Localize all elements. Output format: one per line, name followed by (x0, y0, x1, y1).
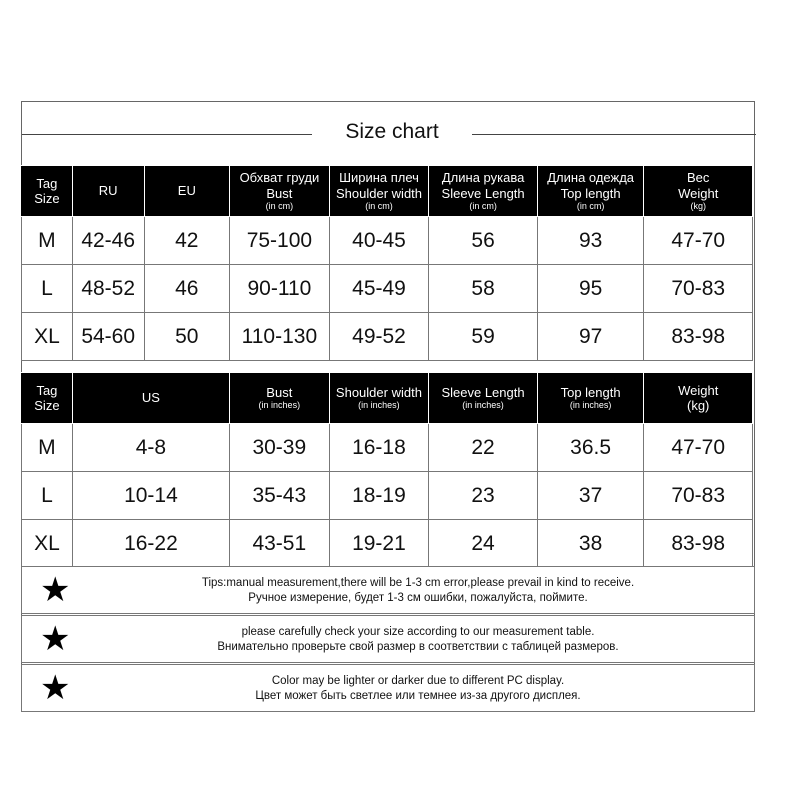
table-cell: 30-39 (230, 424, 330, 472)
header-row (22, 166, 753, 217)
column-header (144, 166, 230, 217)
table-cell: 48-52 (72, 265, 144, 313)
tip-line-en: please carefully check your size according to our measurement table. (241, 626, 595, 638)
table-cell: 37 (537, 472, 644, 520)
table-cell: 50 (144, 313, 230, 361)
table-cell: 83-98 (644, 520, 753, 568)
tip-row (21, 615, 755, 663)
table-row (22, 217, 753, 265)
tip-row (21, 566, 755, 614)
column-header (72, 373, 229, 424)
tip-line-ru: Внимательно проверьте свой размер в соответствии с таблицей размеров. (217, 641, 619, 653)
header-label: Вес (687, 170, 710, 186)
header-label: Weight (678, 185, 719, 201)
table-row (22, 424, 753, 472)
header-label: Bust (266, 385, 293, 401)
table-cell: 43-51 (230, 520, 330, 568)
table-cell: 4-8 (72, 424, 229, 472)
table-cell: 42 (144, 217, 230, 265)
table-cell: 49-52 (329, 313, 429, 361)
table-cell: 16-22 (72, 520, 229, 568)
size-table-ru-eu (21, 165, 753, 361)
table-cell: 23 (429, 472, 538, 520)
size-tag-cell: M (22, 217, 73, 265)
tip-line-en: Color may be lighter or darker due to different PC display. (271, 675, 565, 687)
header-label: Sleeve Length (441, 185, 525, 201)
column-header (329, 166, 429, 217)
header-label: Обхват груди (239, 170, 320, 186)
table-cell: 97 (537, 313, 644, 361)
header-label: Tag (36, 382, 58, 398)
title-rule-right (472, 134, 756, 135)
header-label: Tag (36, 175, 58, 191)
table-cell: 59 (429, 313, 538, 361)
table-cell: 42-46 (72, 217, 144, 265)
table-cell: 36.5 (537, 424, 644, 472)
tip-text (82, 625, 754, 655)
tip-text (82, 674, 754, 704)
column-header (644, 373, 753, 424)
table-cell: 110-130 (230, 313, 330, 361)
table-cell: 40-45 (329, 217, 429, 265)
column-header (537, 166, 644, 217)
size-tag-cell: L (22, 472, 73, 520)
column-header (230, 373, 330, 424)
size-tag-cell: L (22, 265, 73, 313)
header-unit: (in inches) (358, 400, 400, 411)
header-label: RU (98, 183, 118, 199)
star-icon: ★ (40, 571, 71, 609)
table-cell: 70-83 (644, 472, 753, 520)
table-cell: 35-43 (230, 472, 330, 520)
header-label: EU (177, 183, 196, 199)
header-label: Sleeve Length (441, 385, 525, 401)
table-cell: 54-60 (72, 313, 144, 361)
table-row (22, 313, 753, 361)
header-label: Ширина плеч (339, 170, 419, 186)
header-label: Size (34, 398, 60, 413)
size-tag-cell: M (22, 424, 73, 472)
column-header (329, 373, 429, 424)
tip-line-ru: Ручное измерение, будет 1-3 см ошибки, пожалуйста, поймите. (248, 592, 588, 604)
column-header (429, 166, 538, 217)
column-header (22, 373, 73, 424)
table-cell: 47-70 (644, 217, 753, 265)
size-tag-cell: XL (22, 520, 73, 568)
star-icon: ★ (40, 669, 71, 707)
tip-text (82, 576, 754, 606)
size-table-us (21, 372, 753, 568)
header-label: Длина рукава (441, 170, 525, 186)
table-cell: 38 (537, 520, 644, 568)
header-unit: (in inches) (258, 400, 301, 411)
header-label: Shoulder width (335, 385, 422, 401)
size-chart-frame (21, 101, 755, 711)
header-label: Длина одежда (547, 170, 635, 186)
tip-line-ru: Цвет может быть светлее или темнее из-за другого дисплея. (255, 690, 581, 702)
table-cell: 93 (537, 217, 644, 265)
table-cell: 70-83 (644, 265, 753, 313)
header-label: Size (34, 191, 60, 206)
table-cell: 58 (429, 265, 538, 313)
tip-row (21, 664, 755, 712)
header-label: Top length (560, 185, 621, 201)
table-cell: 90-110 (230, 265, 330, 313)
header-unit: (in cm) (576, 201, 605, 212)
table-cell: 45-49 (329, 265, 429, 313)
header-unit: (kg) (687, 398, 710, 413)
header-label: US (141, 390, 160, 406)
table-cell: 83-98 (644, 313, 753, 361)
table-cell: 24 (429, 520, 538, 568)
tip-line-en: Tips:manual measurement,there will be 1-3 cm error,please prevail in kind to receive. (201, 577, 635, 589)
table-cell: 56 (429, 217, 538, 265)
column-header (644, 166, 753, 217)
title-row (22, 102, 754, 166)
header-unit: (kg) (690, 201, 706, 212)
table-cell: 75-100 (230, 217, 330, 265)
table-cell: 47-70 (644, 424, 753, 472)
header-row (22, 373, 753, 424)
column-header (72, 166, 144, 217)
header-label: Shoulder width (336, 185, 423, 201)
table-cell: 19-21 (329, 520, 429, 568)
header-label: Weight (678, 382, 719, 398)
column-header (537, 373, 644, 424)
header-unit: (in cm) (265, 201, 294, 212)
column-header (230, 166, 330, 217)
header-label: Bust (266, 185, 293, 201)
header-unit: (in inches) (462, 400, 504, 411)
column-header (429, 373, 538, 424)
table-row (22, 472, 753, 520)
table-cell: 95 (537, 265, 644, 313)
header-unit: (in cm) (469, 201, 497, 212)
column-header (22, 166, 73, 217)
table-cell: 10-14 (72, 472, 229, 520)
header-unit: (in cm) (365, 201, 393, 212)
header-unit: (in inches) (569, 400, 612, 411)
table-cell: 46 (144, 265, 230, 313)
table-row (22, 265, 753, 313)
size-tag-cell: XL (22, 313, 73, 361)
title-rule-left (22, 134, 312, 135)
table-cell: 22 (429, 424, 538, 472)
table-cell: 18-19 (329, 472, 429, 520)
table-row (22, 520, 753, 568)
page-title: Size chart (345, 120, 439, 143)
star-icon: ★ (40, 620, 71, 658)
header-label: Top length (560, 385, 621, 401)
table-cell: 16-18 (329, 424, 429, 472)
